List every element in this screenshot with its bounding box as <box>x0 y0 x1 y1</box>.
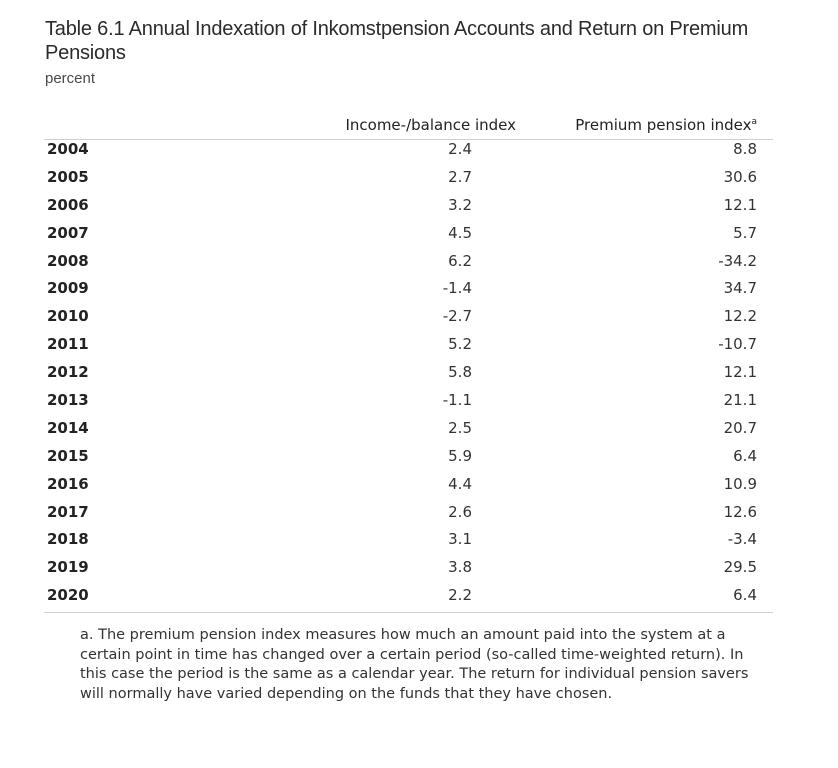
indexation-table <box>44 112 773 613</box>
premium-pension-index-cell: -3.4 <box>727 530 757 549</box>
premium-pension-index-cell: 8.8 <box>733 140 757 158</box>
year-cell: 2010 <box>47 307 89 326</box>
table-row <box>44 307 773 335</box>
income-balance-index-cell: 2.4 <box>448 140 472 158</box>
table-row <box>44 335 773 363</box>
income-balance-index-cell: 3.1 <box>448 530 472 549</box>
table-unit-label: percent <box>45 70 96 87</box>
premium-pension-index-cell: 5.7 <box>733 223 757 242</box>
column-header-premium-pension-index <box>575 116 757 134</box>
table-row <box>44 530 773 558</box>
premium-pension-index-cell: 20.7 <box>723 418 757 437</box>
premium-pension-index-cell: 29.5 <box>723 558 757 577</box>
table-row <box>44 196 773 224</box>
income-balance-index-cell: 5.9 <box>448 446 472 465</box>
table-row <box>44 419 773 447</box>
income-balance-index-cell: 4.4 <box>448 474 472 493</box>
income-balance-index-cell: 5.2 <box>448 335 472 354</box>
table-row <box>44 586 773 614</box>
premium-pension-index-cell: 10.9 <box>723 474 757 493</box>
table-row <box>44 363 773 391</box>
footnote-marker: a <box>751 117 757 127</box>
income-balance-index-cell: 2.2 <box>448 586 472 605</box>
income-balance-index-cell: 2.6 <box>448 502 472 521</box>
year-cell: 2005 <box>47 167 89 186</box>
income-balance-index-cell: 5.8 <box>448 363 472 382</box>
income-balance-index-cell: -1.1 <box>442 391 472 410</box>
income-balance-index-cell: -1.4 <box>442 279 472 298</box>
table-row <box>44 140 773 168</box>
column-header-income-balance-index: Income-/balance index <box>345 116 516 134</box>
year-cell: 2016 <box>47 474 89 493</box>
table-row <box>44 224 773 252</box>
year-cell: 2019 <box>47 558 89 577</box>
income-balance-index-cell: -2.7 <box>442 307 472 326</box>
year-cell: 2013 <box>47 391 89 410</box>
income-balance-index-cell: 2.5 <box>448 418 472 437</box>
premium-pension-index-cell: 12.6 <box>723 502 757 521</box>
year-cell: 2008 <box>47 251 89 270</box>
table-row <box>44 558 773 586</box>
year-cell: 2015 <box>47 446 89 465</box>
premium-pension-index-cell: 12.1 <box>723 363 757 382</box>
year-cell: 2009 <box>47 279 89 298</box>
income-balance-index-cell: 4.5 <box>448 223 472 242</box>
year-cell: 2014 <box>47 418 89 437</box>
income-balance-index-cell: 3.2 <box>448 195 472 214</box>
premium-pension-index-cell: 21.1 <box>723 391 757 410</box>
premium-pension-index-cell: -34.2 <box>718 251 757 270</box>
year-cell: 2006 <box>47 195 89 214</box>
premium-pension-index-cell: 34.7 <box>723 279 757 298</box>
table-header-row <box>44 112 773 140</box>
year-cell: 2020 <box>47 586 89 605</box>
table-row <box>44 168 773 196</box>
table-body <box>44 140 773 614</box>
table-title: Table 6.1 Annual Indexation of Inkomstpension Accounts and Return on Premium Pensions <box>45 18 749 64</box>
table-row <box>44 447 773 475</box>
premium-pension-index-cell: 6.4 <box>733 446 757 465</box>
table-row <box>44 391 773 419</box>
year-cell: 2011 <box>47 335 89 354</box>
year-cell: 2007 <box>47 223 89 242</box>
premium-pension-index-cell: 30.6 <box>723 167 757 186</box>
table-row <box>44 475 773 503</box>
table-row <box>44 279 773 307</box>
column-header-premium-pension-index-label: Premium pension index <box>575 116 752 134</box>
income-balance-index-cell: 2.7 <box>448 167 472 186</box>
premium-pension-index-cell: -10.7 <box>718 335 757 354</box>
income-balance-index-cell: 6.2 <box>448 251 472 270</box>
table-row <box>44 252 773 280</box>
year-cell: 2012 <box>47 363 89 382</box>
table-footnote: a. The premium pension index measures how much an amount paid into the system at a certain point in time has changed over a certain period (so-called time-weighted return). In this case the period is the same as a calendar year. The return for individual pension savers will normally have varied depending on the funds that they have chosen. <box>80 627 749 702</box>
table-row <box>44 503 773 531</box>
premium-pension-index-cell: 6.4 <box>733 586 757 605</box>
premium-pension-index-cell: 12.1 <box>723 195 757 214</box>
year-cell: 2004 <box>47 140 89 158</box>
year-cell: 2017 <box>47 502 89 521</box>
year-cell: 2018 <box>47 530 89 549</box>
income-balance-index-cell: 3.8 <box>448 558 472 577</box>
premium-pension-index-cell: 12.2 <box>723 307 757 326</box>
